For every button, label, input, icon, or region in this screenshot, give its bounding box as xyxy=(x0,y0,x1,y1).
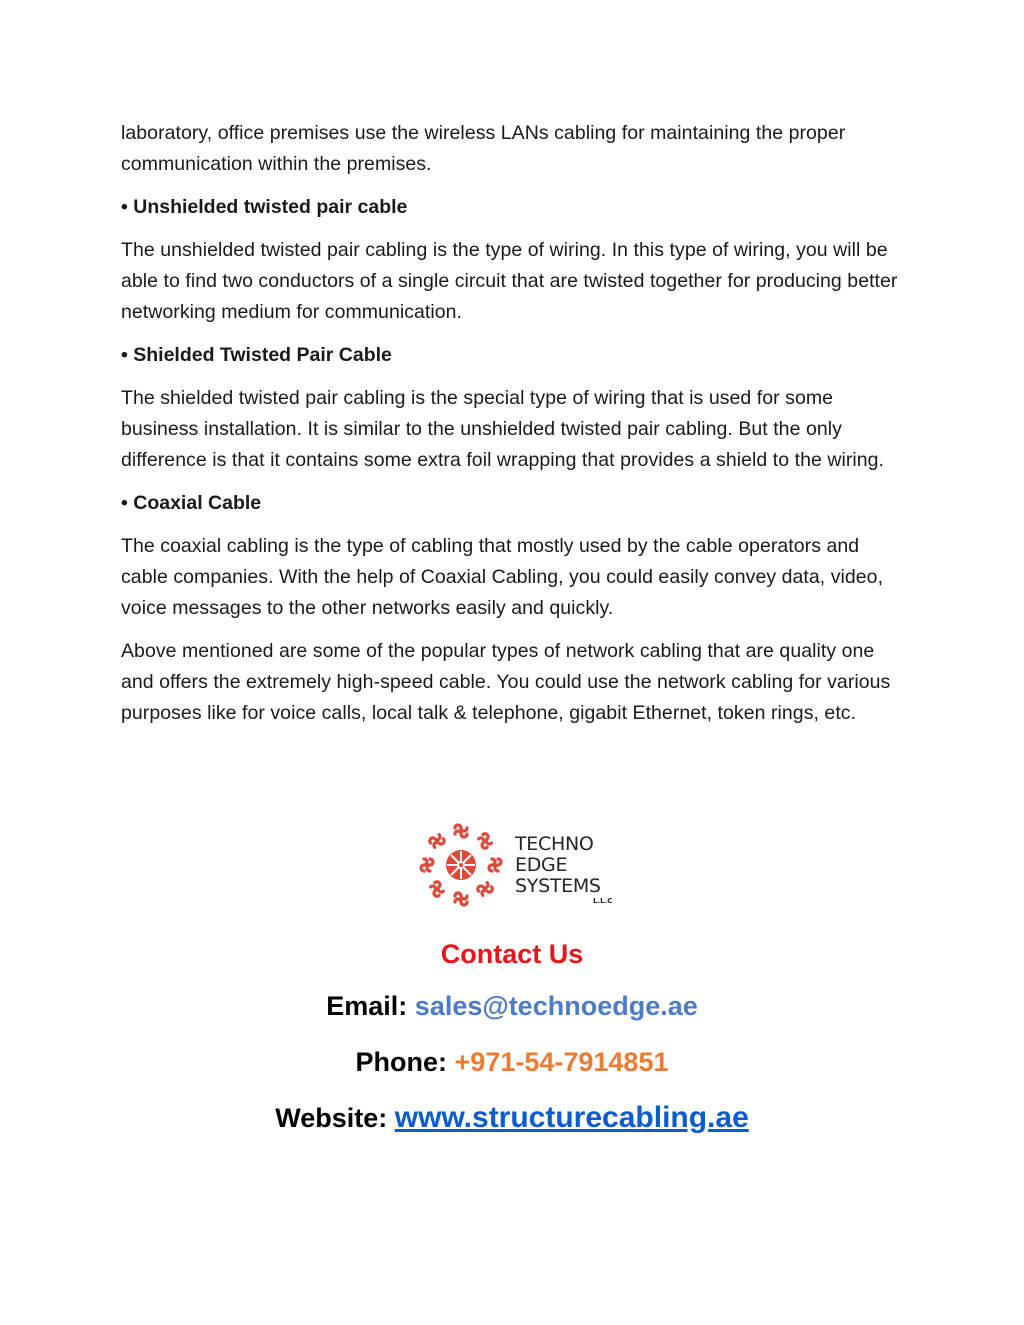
contact-section xyxy=(0,930,1024,1146)
section-heading-stp: • Shielded Twisted Pair Cable xyxy=(121,344,392,366)
phone-label: Phone: xyxy=(355,1047,448,1077)
logo-line-techno: TECHNO xyxy=(515,833,594,855)
gear-pattern-icon xyxy=(418,822,504,908)
website-label: Website: xyxy=(275,1103,388,1133)
logo-suffix: L.L.C xyxy=(593,897,613,905)
contact-title: Contact Us xyxy=(440,939,584,969)
logo-line-systems: SYSTEMS xyxy=(515,875,601,897)
website-link[interactable]: www.structurecabling.ae xyxy=(394,1101,749,1134)
phone-line xyxy=(0,1034,1024,1090)
phone-value[interactable]: +971-54-7914851 xyxy=(454,1047,669,1077)
logo-wordmark xyxy=(515,834,601,897)
email-value[interactable]: sales@technoedge.ae xyxy=(414,991,698,1021)
email-label: Email: xyxy=(326,991,408,1021)
section-body-utp: The unshielded twisted pair cabling is the type of wiring. In this type of wiring, you will be able to find two conductors of a single circuit that are twisted together for producing better networking medium for communication. xyxy=(121,239,898,323)
company-logo xyxy=(418,822,618,914)
email-line xyxy=(0,978,1024,1034)
document-body xyxy=(121,118,911,741)
section-body-coaxial: The coaxial cabling is the type of cabling that mostly used by the cable operators and cable companies. With the help of Coaxial Cabling, you could easily convey data, video, voice messages to the other networks easily and quickly. xyxy=(121,535,884,619)
section-heading-utp: • Unshielded twisted pair cable xyxy=(121,196,408,218)
intro-paragraph: laboratory, office premises use the wireless LANs cabling for maintaining the proper communication within the premises. xyxy=(121,122,846,175)
website-line xyxy=(0,1090,1024,1146)
logo-line-edge: EDGE xyxy=(515,854,568,876)
section-body-stp: The shielded twisted pair cabling is the special type of wiring that is used for some business installation. It is similar to the unshielded twisted pair cabling. But the only difference is that it contains some extra foil wrapping that provides a shield to the wiring. xyxy=(121,387,885,471)
conclusion-paragraph: Above mentioned are some of the popular types of network cabling that are quality one and offers the extremely high-speed cable. You could use the network cabling for various purposes like for voice calls, local talk & telephone, gigabit Ethernet, token rings, etc. xyxy=(121,640,891,724)
section-heading-coaxial: • Coaxial Cable xyxy=(121,492,262,514)
